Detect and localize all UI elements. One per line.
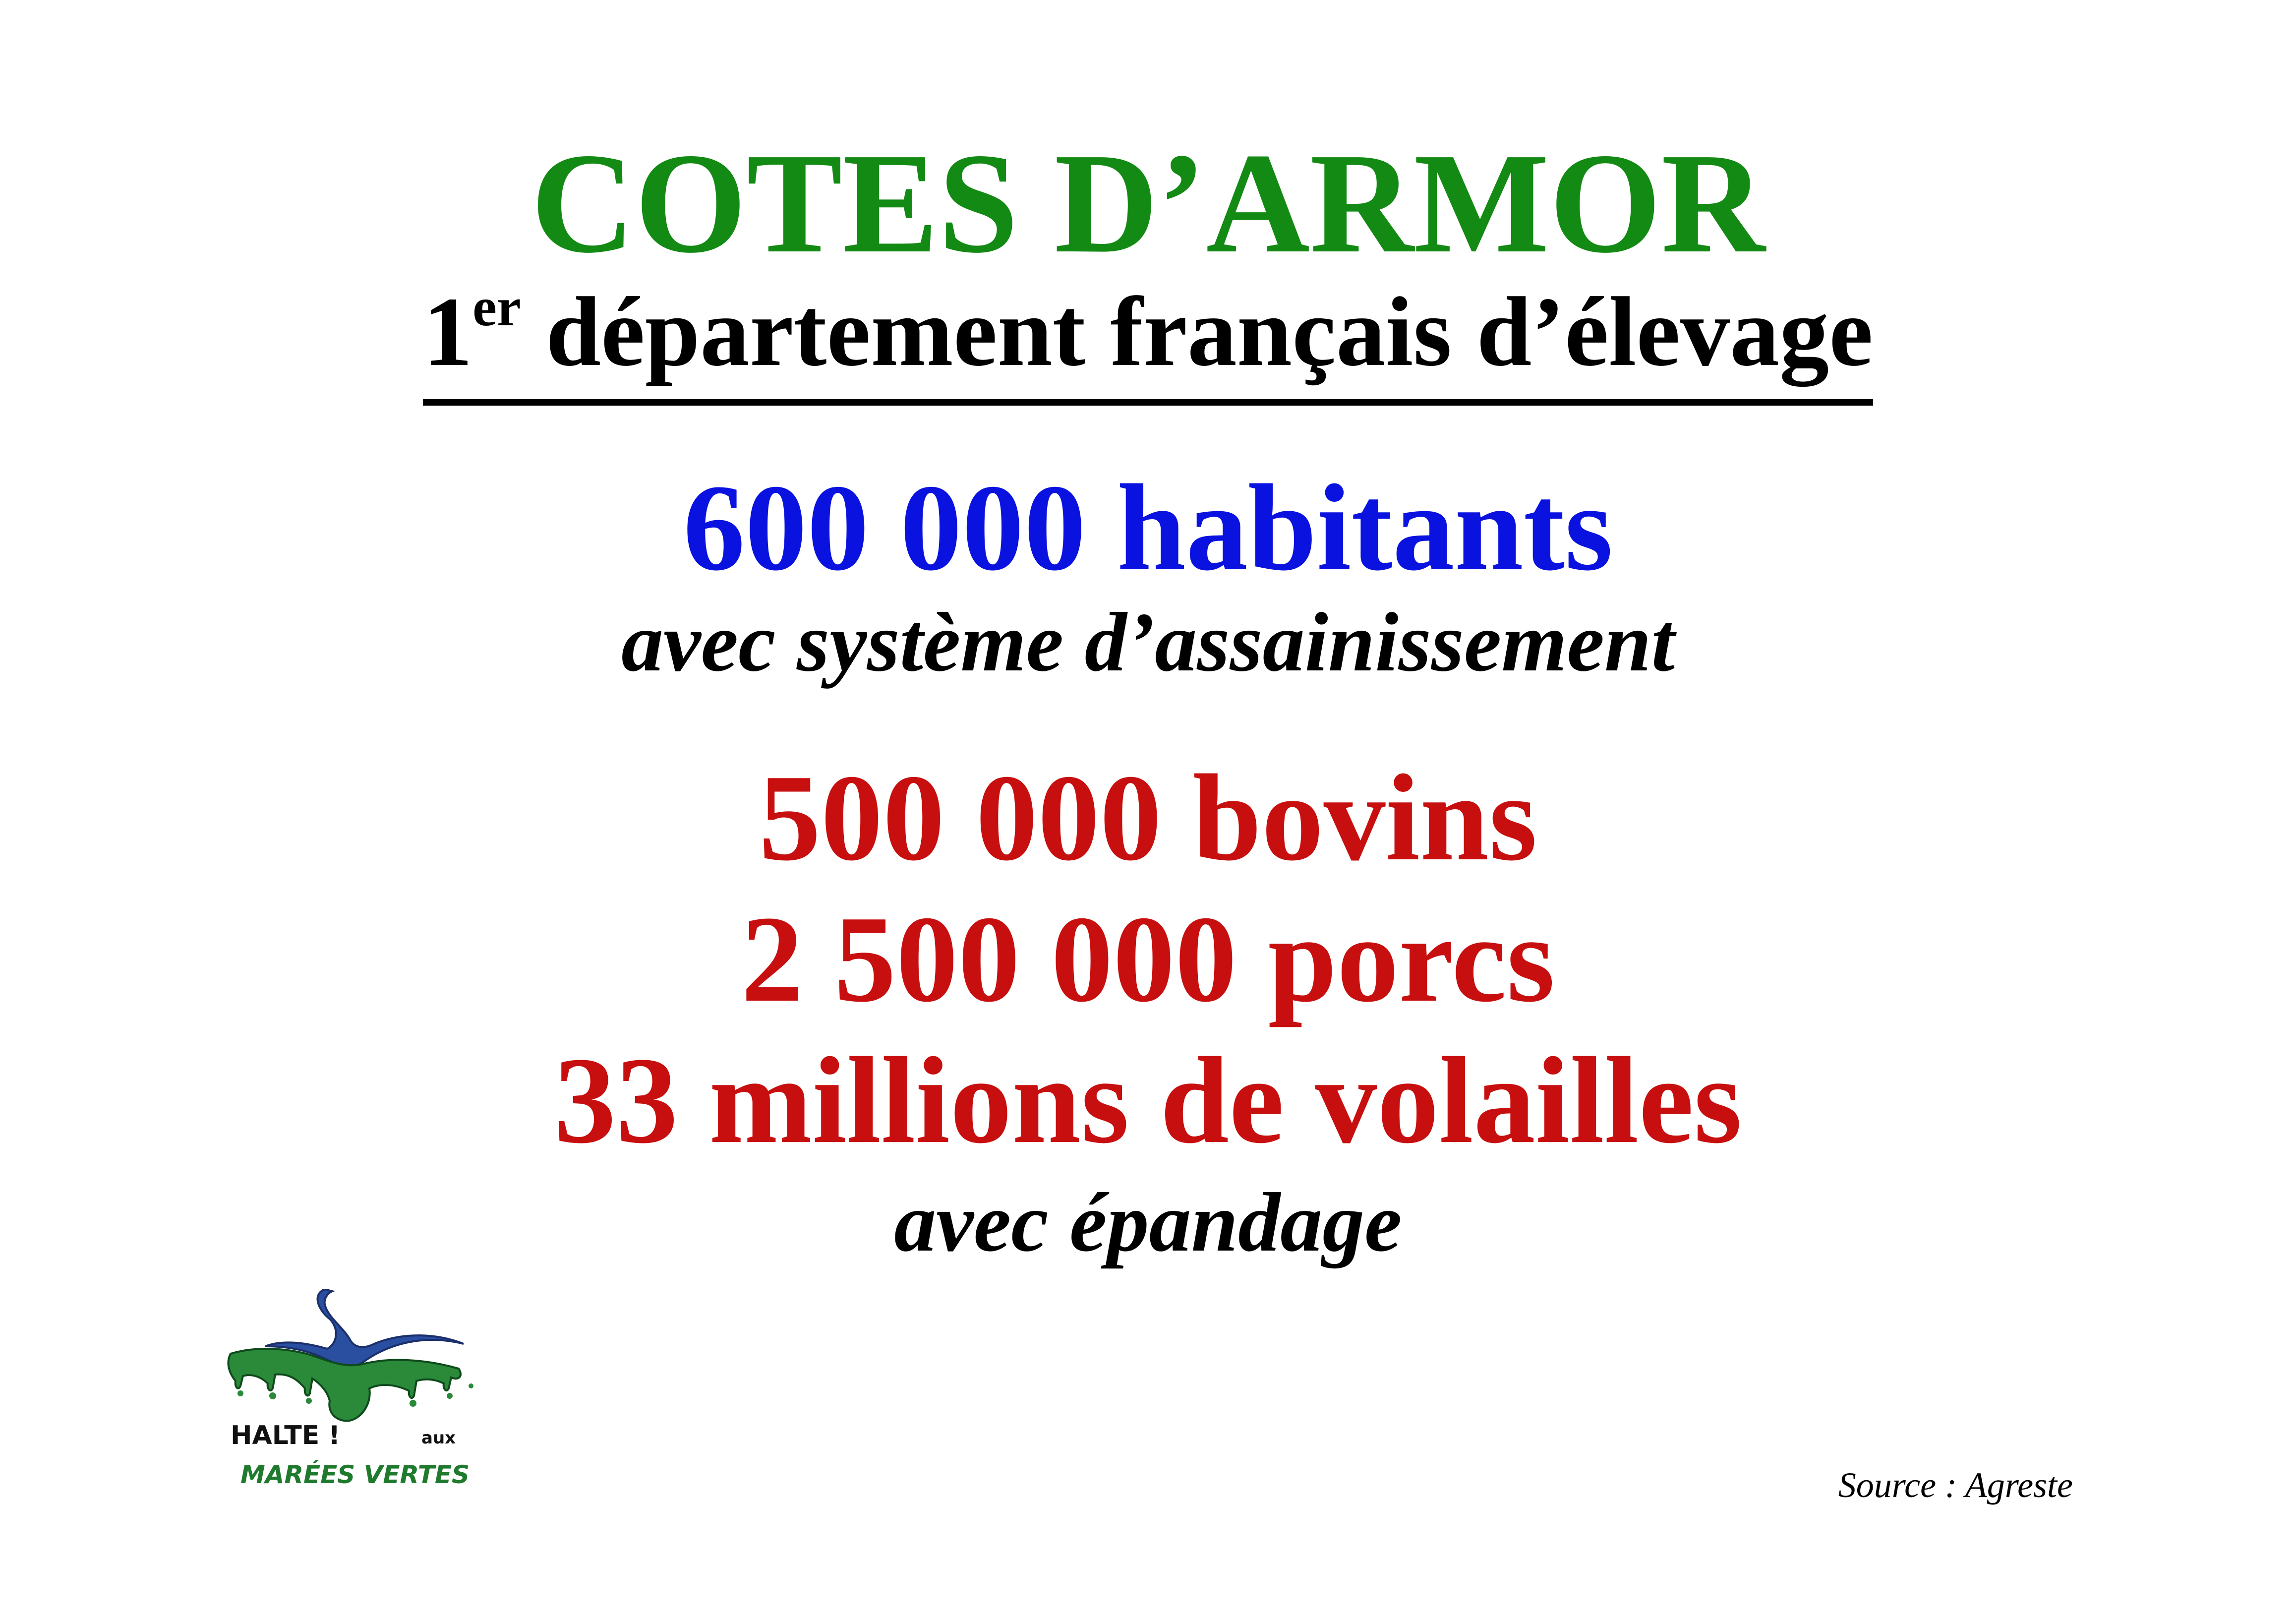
page-title: COTES D’ARMOR bbox=[530, 123, 1766, 283]
population-line: 600 000 habitants bbox=[683, 459, 1613, 597]
bovins-line: 500 000 bovins bbox=[759, 749, 1537, 887]
logo-halte-text: HALTE ! bbox=[231, 1421, 341, 1450]
subtitle-text: département français d’élevage bbox=[521, 277, 1873, 387]
porcs-line: 2 500 000 porcs bbox=[741, 891, 1555, 1028]
population-note: avec système d’assainissement bbox=[621, 596, 1675, 689]
subtitle-rank: 1 bbox=[423, 277, 473, 387]
logo-aux-text: aux bbox=[421, 1428, 456, 1448]
subtitle bbox=[0, 275, 2296, 406]
source-note: Source : Agreste bbox=[1838, 1465, 2073, 1505]
volailles-line: 33 millions de volailles bbox=[554, 1032, 1742, 1169]
subtitle-underlined bbox=[423, 277, 1873, 406]
halte-marees-vertes-logo bbox=[226, 1289, 503, 1517]
heron-icon bbox=[226, 1289, 483, 1433]
livestock-note: avec épandage bbox=[894, 1176, 1402, 1269]
subtitle-rank-suffix: er bbox=[472, 277, 521, 337]
logo-marees-text: MARÉES VERTES bbox=[240, 1460, 470, 1489]
